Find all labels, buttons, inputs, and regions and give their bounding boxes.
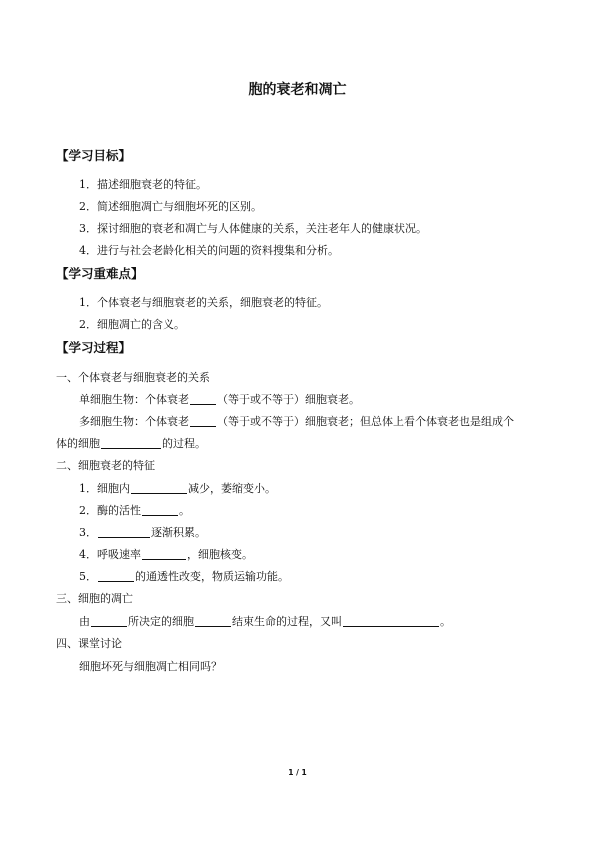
key-points-heading: 【学习重难点】	[56, 266, 144, 281]
discussion-question: 细胞坏死与细胞凋亡相同吗？	[79, 660, 222, 673]
part4-title: 四、课堂讨论	[56, 637, 122, 650]
feature-item: 4．呼吸速率 ，细胞核变。	[79, 548, 253, 561]
feature-item: 5． 的通透性改变，物质运输功能。	[79, 570, 289, 583]
feature-item: 2．酶的活性 。	[79, 504, 190, 517]
blank-field	[142, 504, 178, 516]
goal-item: 2．简述细胞凋亡与细胞坏死的区别。	[79, 200, 262, 213]
blank-field	[343, 615, 439, 627]
blank-field	[142, 548, 186, 560]
blank-field	[131, 482, 187, 494]
single-cell-line: 单细胞生物：个体衰老 （等于或不等于）细胞衰老。	[79, 393, 360, 406]
multi-cell-line-cont: 体的细胞 的过程。	[56, 437, 206, 450]
multi-cell-line: 多细胞生物：个体衰老 （等于或不等于）细胞衰老；但总体上看个体衰老也是组成个	[79, 415, 514, 428]
blank-field	[190, 415, 216, 427]
page-number: 1 / 1	[288, 768, 307, 777]
blank-field	[101, 437, 161, 449]
blank-field	[195, 615, 231, 627]
key-point-item: 1．个体衰老与细胞衰老的关系，细胞衰老的特征。	[79, 296, 328, 309]
blank-field	[91, 615, 127, 627]
feature-item: 3． 逐渐积累。	[79, 526, 206, 539]
goal-item: 4．进行与社会老龄化相关的问题的资料搜集和分析。	[79, 244, 339, 257]
apoptosis-line: 由 所决定的细胞 结束生命的过程，又叫 。	[79, 615, 451, 628]
goal-item: 3．探讨细胞的衰老和凋亡与人体健康的关系，关注老年人的健康状况。	[79, 222, 427, 235]
blank-field	[98, 526, 150, 538]
part3-title: 三、细胞的凋亡	[56, 592, 133, 605]
blank-field	[190, 393, 216, 405]
part1-title: 一、个体衰老与细胞衰老的关系	[56, 371, 210, 384]
feature-item: 1．细胞内 减少，萎缩变小。	[79, 482, 276, 495]
goals-heading: 【学习目标】	[56, 148, 132, 163]
blank-field	[98, 570, 134, 582]
page-title: 胞的衰老和凋亡	[248, 82, 347, 98]
part2-title: 二、细胞衰老的特征	[56, 459, 155, 472]
process-heading: 【学习过程】	[56, 340, 132, 355]
key-point-item: 2．细胞凋亡的含义。	[79, 318, 185, 331]
goal-item: 1．描述细胞衰老的特征。	[79, 178, 207, 191]
